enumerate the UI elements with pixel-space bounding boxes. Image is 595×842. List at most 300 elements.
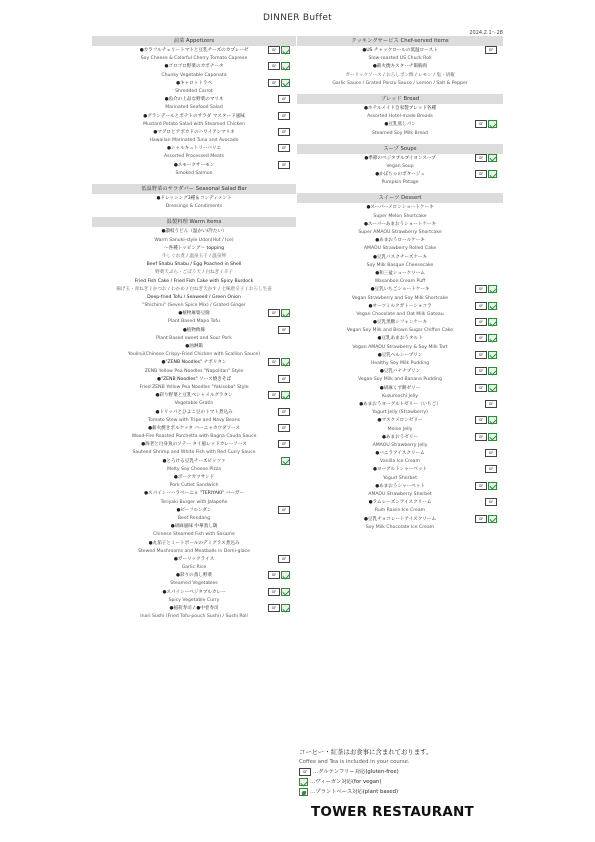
menu-item	[92, 605, 296, 621]
gluten-free-badge-icon: GF	[278, 440, 290, 448]
gluten-free-badge-icon: GF	[278, 375, 290, 383]
dietary-badges	[278, 128, 290, 136]
gluten-free-badge-icon: GF	[268, 391, 280, 399]
dish-name-ja: ●ドレッシング3種＆コンディメント	[156, 196, 232, 201]
dish-name-en: Vegan Strawberry and Soy Milk Shortcake	[351, 295, 449, 301]
dish-name-ja: ●ゴロゴロ野菜のカポナータ	[164, 64, 224, 70]
menu-item	[297, 254, 503, 270]
vegan-badge-icon	[281, 79, 290, 87]
dish-name-ja: ●あまおうシャーベット	[375, 483, 425, 489]
menu-item	[92, 540, 296, 556]
dish-name-ja: ●油淋鶏	[185, 344, 203, 349]
gluten-free-badge-icon: GF	[278, 112, 290, 120]
section-header: 温製料理 Warm items	[92, 217, 296, 227]
dietary-badges	[278, 555, 290, 563]
menu-item	[92, 261, 296, 277]
menu-item	[92, 278, 296, 294]
menu-item	[92, 294, 296, 310]
vegan-badge-icon	[488, 515, 497, 523]
dish-name-en: Healthy Soy Milk Pudding	[370, 361, 430, 366]
dish-name-en: Kuzumochi Jelly	[382, 393, 418, 399]
dish-name-en: Soy Cheese & Colorful Cherry Tomato Caprese	[140, 56, 248, 62]
gluten-free-badge-icon: GF	[278, 128, 290, 136]
dish-name-ja: ●和三盆シュークリーム	[375, 270, 425, 276]
page-title: DINNER Buffet	[262, 13, 333, 23]
dietary-badges	[278, 95, 290, 103]
dish-name-en: Plant Based sweet and Sour Pork	[156, 335, 232, 341]
menu-notes	[299, 747, 503, 797]
menu-item	[92, 458, 296, 474]
dish-name-ja: ●あまおうヨーグルトゼリー（いちご）	[359, 401, 441, 407]
dish-name-en: Vegan Chocolate and Oat Milk Gateau	[356, 311, 444, 317]
dish-name-en: Vegan Soy Milk and Banana Pudding	[358, 377, 442, 383]
gluten-free-badge-icon: GF	[268, 358, 280, 366]
dish-name-en: Vanilla Ice Cream	[380, 459, 420, 465]
gluten-free-badge-icon: GF	[475, 351, 487, 359]
dish-name-ja: ●トリッパとひよこ豆のトマト煮込み	[155, 409, 233, 415]
dietary-badges	[475, 334, 497, 342]
drink-note-en: Coffee and Tea is included in your course.	[299, 759, 410, 765]
dish-name-en: Marinated Seafood Salad	[165, 105, 223, 111]
dish-name-ja: 〜各種トッピング〜 topping	[163, 245, 225, 251]
dish-name-ja: ●豆乳チョコレートアイスクリーム	[363, 516, 437, 522]
gluten-free-badge-icon: GF	[475, 416, 487, 424]
dish-name-en: Pumpkin Potage	[381, 180, 419, 186]
dish-name-en: Soy Milk Basque Cheesecake	[366, 262, 434, 268]
dish-name-ja: ●キャロットラペ	[175, 80, 213, 86]
menu-item	[92, 523, 296, 539]
dish-name-ja: ●薪火焼きポルケッタ バーニャカウダソース	[147, 425, 241, 431]
legend-vegan-label: …ヴィーガン対応(for vegan)	[310, 779, 382, 785]
menu-item	[297, 401, 503, 417]
dietary-badges	[485, 46, 497, 54]
dish-name-en: Chinese Steamed Fish with Sesame	[153, 532, 235, 538]
section-header: クッキングサービス Chef-served items	[297, 36, 503, 46]
dish-name-en: AMAOU Strawberry Rolled Cake	[363, 246, 437, 252]
vegan-badge-icon	[488, 154, 497, 162]
section-header: スープ Soups	[297, 144, 503, 154]
menu-item	[92, 228, 296, 244]
brand-logo-text: TOWER RESTAURANT	[311, 804, 474, 820]
dietary-badges	[475, 120, 497, 128]
gluten-free-badge-icon: GF	[278, 95, 290, 103]
gluten-free-badge-icon: GF	[475, 170, 487, 178]
plant-based-badge-icon	[299, 788, 308, 796]
dietary-badges	[278, 408, 290, 416]
dish-name-ja: ●豆乳ヘルシープリン	[377, 352, 423, 358]
dish-name-en: Stewed Mushrooms and Meatballs in Demi-glace	[138, 548, 250, 554]
dish-name-en: Yogurt Sherbet	[382, 475, 418, 481]
dietary-badges	[485, 449, 497, 457]
menu-item	[92, 409, 296, 425]
menu-item	[297, 80, 503, 88]
dietary-badges	[278, 424, 290, 432]
vegan-badge-icon	[488, 384, 497, 392]
vegan-badge-icon	[488, 367, 497, 375]
dietary-badges	[268, 46, 290, 54]
dish-name-ja: ●豆乳黒糖シフォンケーキ	[372, 320, 428, 326]
menu-item	[92, 589, 296, 605]
dish-name-ja: ●あまおうロールケーキ	[375, 238, 425, 244]
menu-item	[297, 121, 503, 137]
drink-note-ja: コーヒー・紅茶はお食事に含まれております。	[299, 748, 433, 756]
vegan-badge-icon	[488, 170, 497, 178]
menu-item	[92, 441, 296, 457]
menu-item	[92, 245, 296, 261]
dish-name-en: Assorted Processed Meats	[163, 154, 225, 160]
dish-name-ja: ●オーツミルクガトーショコラ	[368, 303, 432, 309]
menu-item	[297, 466, 503, 482]
dish-name-en: Yogurt Jelly (Strawberry)	[372, 410, 428, 416]
gluten-free-badge-icon: GF	[475, 120, 487, 128]
dish-name-ja: ●スパイシーハラペーニョ "TERIYAKI" バーガー	[144, 491, 244, 497]
legend-gluten-free-label: …グルテンフリー対応(gluten-free)	[313, 769, 399, 775]
dish-name-en: Wood-Fire Roasted Porchetta with Bagna Cauda Sauce	[131, 434, 257, 440]
menu-item	[92, 310, 296, 326]
dietary-badges	[278, 375, 290, 383]
menu-item	[297, 270, 503, 286]
menu-item	[297, 204, 503, 220]
dish-name-en: AMAOU Strawberry Sherbet	[368, 492, 432, 497]
menu-item	[297, 499, 503, 515]
gluten-free-badge-icon: GF	[475, 433, 487, 441]
gluten-free-badge-icon: GF	[475, 302, 487, 310]
dietary-badges	[485, 465, 497, 473]
menu-item	[92, 474, 296, 490]
section-header: 前菜 Appetizers	[92, 36, 296, 46]
dietary-badges	[278, 144, 290, 152]
dish-name-ja: ●季節のベジタブルブイヨンスープ	[364, 155, 436, 161]
vegan-badge-icon	[488, 351, 497, 359]
dish-name-ja: ●胡麻くず餅ゼリー	[379, 385, 421, 391]
dish-name-ja: ●とろける豆乳チーズピッツァ	[162, 458, 226, 464]
gluten-free-badge-icon: GF	[278, 326, 290, 334]
gluten-free-badge-icon: GF	[475, 367, 487, 375]
dietary-badges	[475, 351, 497, 359]
menu-item	[297, 352, 503, 368]
section-header: ブレッド Bread	[297, 94, 503, 104]
dietary-badges	[268, 79, 290, 87]
vegan-badge-icon	[488, 120, 497, 128]
dish-name-ja: ●豆乳いちごショートケーキ	[370, 287, 430, 293]
gluten-free-badge-icon: GF	[475, 515, 487, 523]
vegan-badge-icon	[488, 433, 497, 441]
dish-name-ja: ●スモークサーモン	[173, 162, 215, 168]
gluten-free-badge-icon: GF	[278, 555, 290, 563]
dietary-badges	[268, 309, 290, 317]
dish-name-ja: ●シャルキュトリーバリエ	[166, 146, 222, 152]
dietary-badges	[475, 302, 497, 310]
legend-vegan	[299, 777, 503, 787]
dish-name-en: Plant Based Mapo Tofu	[168, 319, 220, 325]
menu-column-right	[297, 36, 503, 532]
dish-name-en: Vegan Soup	[386, 163, 414, 169]
dish-name-ja: ●植物酢豚	[182, 327, 206, 333]
dish-name-ja: ●稲荷寿司 / ●中巻寿司	[169, 606, 219, 611]
gluten-free-badge-icon: GF	[475, 334, 487, 342]
menu-item	[297, 105, 503, 121]
dish-name-ja: ●ビーフルンダン	[176, 507, 212, 513]
legend-plant-based	[299, 787, 503, 797]
vegan-badge-icon	[281, 604, 290, 612]
dish-name-en: Vegan AMAOU Strawberry & Soy Milk Tart	[352, 344, 448, 350]
gluten-free-badge-icon: GF	[278, 424, 290, 432]
menu-item	[297, 335, 503, 351]
dish-name-en: Melty Soy Cheese Pizza	[167, 466, 221, 472]
menu-item	[92, 47, 296, 63]
menu-item	[297, 171, 503, 187]
vegan-badge-icon	[281, 358, 290, 366]
dish-name-ja: ●豆乳蒸しパン	[384, 122, 416, 128]
dietary-badges	[485, 400, 497, 408]
legend-gluten-free	[299, 767, 503, 777]
gluten-free-badge-icon: GF	[278, 144, 290, 152]
gluten-free-badge-icon: GF	[268, 309, 280, 317]
dish-name-en: Dressings & Condiments	[165, 204, 223, 210]
dish-name-ja: ●マスクメロンゼリー	[377, 418, 423, 424]
gluten-free-badge-icon: GF	[485, 465, 497, 473]
dish-name-en: Soy Milk Chocolate Ice Cream	[365, 524, 435, 530]
gluten-free-badge-icon: GF	[475, 154, 487, 162]
dish-name-ja: ●あまおうゼリー	[381, 434, 419, 440]
dietary-badges	[278, 440, 290, 448]
dietary-badges	[475, 318, 497, 326]
dish-name-ja: ●豆乳バスクチーズケーキ	[372, 254, 428, 260]
gluten-free-badge-icon: GF	[485, 400, 497, 408]
menu-item	[92, 376, 296, 392]
section-header: 低温野菜のサラダバー Seasonal Salad Bar	[92, 184, 296, 194]
dish-name-en: Beef Rendang	[177, 515, 211, 521]
dish-name-en: Spicy Vegetable Curry	[168, 597, 220, 603]
gluten-free-badge-icon: GF	[475, 384, 487, 392]
vegan-badge-icon	[488, 334, 497, 342]
dish-name-ja: ●"ZENB Noodles" ナポリタン	[161, 360, 227, 366]
dish-name-en: Steamed Soy Milk Bread	[371, 130, 429, 136]
menu-item	[297, 303, 503, 319]
dish-name-ja: ●バニラアイスクリーム	[375, 451, 425, 457]
menu-item	[92, 129, 296, 145]
dish-name-en: Tomato Stew with Tripe and Navy Beans	[147, 417, 240, 423]
dish-name-ja: ●スーパーあまおうショートケーキ	[363, 221, 437, 227]
dietary-badges	[278, 506, 290, 514]
gluten-free-badge-icon: GF	[268, 588, 280, 596]
menu-item	[92, 145, 296, 161]
dietary-badges	[485, 498, 497, 506]
dish-name-ja: ●カラフルチェリートマトと豆乳チーズのカプレーゼ	[139, 48, 249, 53]
menu-item	[92, 392, 296, 408]
menu-item	[297, 516, 503, 532]
vegan-badge-icon	[281, 309, 290, 317]
gluten-free-badge-icon: GF	[268, 571, 280, 579]
dietary-badges	[475, 170, 497, 178]
dish-name-en: "Shichimi" (Seven Spice Mix) / Grated Ginger	[142, 303, 246, 309]
dish-name-en: Fried ZENB Yellow Pea Noodles "Yakisoba" Style	[139, 384, 249, 390]
gluten-free-badge-icon: GF	[268, 62, 280, 70]
dish-name-en: Pork Cutlet Sandwich	[169, 483, 219, 489]
menu-item	[92, 572, 296, 588]
dish-name-ja: ●魚介の上品な野菜のマリネ	[164, 97, 224, 103]
dish-name-en: Shredded Carrot	[175, 88, 213, 94]
vegan-badge-icon	[488, 302, 497, 310]
dish-name-en: Assorted Hotel-made Breads	[367, 114, 433, 120]
menu-item	[297, 434, 503, 450]
dish-name-ja: ●豆乳バナナプリン	[379, 369, 421, 375]
menu-item	[297, 417, 503, 433]
date-range: 2024.2.1〜28	[469, 30, 503, 36]
section-header: スイーツ Dessert	[297, 193, 503, 203]
menu-item	[92, 556, 296, 572]
vegan-badge-icon	[281, 46, 290, 54]
dish-name-en: Super Melon Shortcake	[373, 213, 427, 219]
menu-item	[92, 507, 296, 523]
dish-name-en: Chunky Vegetable Caponata	[161, 72, 227, 78]
dish-name-ja: ●ヨーグルトシャーベット	[372, 467, 428, 473]
menu-item	[297, 319, 503, 335]
dietary-badges	[475, 482, 497, 490]
menu-item	[297, 450, 503, 466]
dish-name-en: 野菜天ぷら・ごぼう天 / 白ねぎ / 辛子	[155, 270, 233, 276]
dish-name-ja: Beef Shabu Shabu / Egg Poached in Shell	[146, 262, 242, 268]
dish-name-ja: ●彩り野菜と豆乳ベシャメルグラタン	[155, 393, 233, 399]
vegan-badge-icon	[488, 482, 497, 490]
dish-name-en: 牛しぐれ煮 / 温泉玉子 / 温泉卵	[161, 253, 227, 259]
dietary-badges	[475, 285, 497, 293]
dish-name-en: ガーリックソース / おろしポン酢 / レモン / 塩・胡椒	[345, 72, 455, 78]
menu-item	[297, 237, 503, 253]
gluten-free-badge-icon: GF	[475, 482, 487, 490]
menu-item	[297, 221, 503, 237]
menu-item	[92, 80, 296, 96]
dish-name-ja: ●植物麻婆豆腐	[178, 311, 210, 317]
dish-name-en: AMAOU Strawberry Jelly	[372, 442, 428, 448]
dietary-badges	[268, 588, 290, 596]
vegan-badge-icon	[488, 285, 497, 293]
dietary-badges	[475, 515, 497, 523]
dish-name-ja: ●薪火焼キスターチ鶏胸肉	[372, 64, 428, 70]
menu-item	[92, 343, 296, 359]
dish-name-ja: ●"ZENB Noodles" ソース焼きそば	[156, 376, 232, 382]
dish-name-ja: ●丸茄子とミートボールのデミグラス煮込み	[148, 540, 240, 546]
dish-name-en: Youlinji(Chinese Crispy-Fried Chicken with Scallion Sauce)	[127, 352, 261, 358]
menu-item	[297, 47, 503, 63]
vegan-badge-icon	[281, 457, 290, 465]
menu-item	[297, 155, 503, 171]
menu-item	[92, 162, 296, 178]
dish-name-ja: ●胡麻風味 中華蒸し鶏	[170, 524, 218, 530]
dish-name-en: Vegetable Gratin	[174, 401, 214, 407]
menu-item	[92, 490, 296, 506]
gluten-free-badge-icon: GF	[278, 506, 290, 514]
menu-item	[297, 483, 503, 499]
dietary-badges	[475, 384, 497, 392]
dish-name-ja: ●グランデールとポテトのサラダ マスタード風味	[143, 113, 245, 119]
menu-item	[92, 327, 296, 343]
dietary-badges	[268, 604, 290, 612]
dish-name-ja: Fried Fish Cake / Fried Fish Cake with Spicy Burdock	[134, 278, 254, 284]
dietary-badges	[268, 391, 290, 399]
dietary-badges	[278, 161, 290, 169]
vegan-badge-icon	[281, 571, 290, 579]
dish-name-en: Garlic Sauce / Grated Ponzu Sauce / Lemon / Salt & Pepper	[332, 80, 468, 86]
dietary-badges	[475, 433, 497, 441]
gluten-free-badge-icon: GF	[475, 285, 487, 293]
dietary-badges	[268, 62, 290, 70]
menu-column-left	[92, 36, 296, 621]
dietary-badges	[475, 367, 497, 375]
vegan-badge-icon	[281, 588, 290, 596]
menu-item	[92, 425, 296, 441]
dietary-badges	[268, 358, 290, 366]
dish-name-ja: ●豆乳あまおうタルト	[377, 336, 423, 342]
dish-name-en: Smoked Salmon	[175, 170, 213, 176]
gluten-free-badge-icon: GF	[278, 161, 290, 169]
dish-name-en: Garlic Rice	[181, 565, 207, 571]
dish-name-ja: ●ホテルメイド自家製ブレッド各種	[363, 105, 437, 111]
gluten-free-badge-icon: GF	[475, 318, 487, 326]
dish-name-en: Rum Raisin Ice Cream	[374, 508, 426, 514]
menu-item	[297, 385, 503, 401]
dish-name-en: Inari Sushi (Fried Tofu-pouch Sushi) / Sushi Roll	[140, 614, 248, 620]
menu-item	[92, 359, 296, 375]
dish-name-en: Wasanbon Cream Puff	[374, 279, 426, 285]
dish-name-en: Mustard Potato Salad with Steamed Chicken	[143, 121, 245, 127]
gluten-free-badge-icon: GF	[278, 408, 290, 416]
menu-item	[297, 63, 503, 79]
dish-name-en: Warm Sanuki-style Udon(Hot / Ice)	[154, 237, 234, 243]
vegan-badge-icon	[488, 318, 497, 326]
gluten-free-badge-icon: GF	[299, 768, 311, 776]
dish-name-ja: ●かぼちゃのポタージュ	[375, 172, 425, 178]
dietary-badges	[278, 112, 290, 120]
dish-name-en: Melon Jelly	[387, 426, 413, 432]
dietary-badges	[268, 571, 290, 579]
dish-name-ja: ●ポークカツサンド	[173, 475, 215, 480]
dish-name-ja: ●スーパーメロンショートケーキ	[366, 205, 434, 211]
dish-name-en: Sauteed Shrimp and White Fish with Red Curry Sauce	[132, 450, 256, 456]
dish-name-ja: ●US チャックロールの低温ロースト	[362, 48, 438, 53]
dish-name-ja: ●ガーリックライス	[173, 556, 215, 562]
dish-name-ja: ●讃岐うどん（温かい/冷たい）	[161, 229, 227, 235]
gluten-free-badge-icon: GF	[268, 604, 280, 612]
dish-name-ja: Deep-fried Tofu / Seaweed / Green Onion	[147, 294, 241, 300]
dish-name-en: 揚げ玉・青ねぎ / かつお / わかめ / 白ねぎ天かす / 七味唐辛子 / おろし生姜	[116, 286, 272, 292]
dietary-badges	[475, 154, 497, 162]
dietary-badges	[278, 326, 290, 334]
vegan-badge-icon	[488, 416, 497, 424]
menu-item	[92, 96, 296, 112]
menu-item	[297, 368, 503, 384]
gluten-free-badge-icon: GF	[485, 498, 497, 506]
dish-name-en: Teriyaki Burger with Jalapeño	[160, 499, 228, 505]
vegan-badge-icon	[299, 778, 308, 786]
vegan-badge-icon	[281, 391, 290, 399]
dish-name-ja: ●スパイシーベジタブルカレー	[162, 589, 226, 595]
gluten-free-badge-icon: GF	[485, 46, 497, 54]
dish-name-ja: ●彩りの蒸し野菜	[175, 573, 213, 579]
dish-name-en: Hawaiian Marinated Tuna and Avocado	[149, 138, 239, 144]
gluten-free-badge-icon: GF	[485, 449, 497, 457]
gluten-free-badge-icon: GF	[268, 46, 280, 54]
dish-name-en: ZENB Yellow Pea Noodles "Napolitan" Style	[144, 368, 244, 374]
dish-name-en: Vegan Soy Milk and Brown Sugar Chiffon Cake	[346, 328, 454, 334]
dish-name-en: Slow-roasted US Chuck Roll	[368, 56, 432, 62]
menu-item	[92, 195, 296, 211]
menu-item	[297, 286, 503, 302]
dietary-badges	[281, 457, 290, 465]
dish-name-ja: ●海老と白身魚のソテー タイ風レッドカレーソース	[141, 442, 247, 448]
dish-name-ja: ●ラムレーズンアイスクリーム	[368, 500, 432, 506]
vegan-badge-icon	[281, 62, 290, 70]
